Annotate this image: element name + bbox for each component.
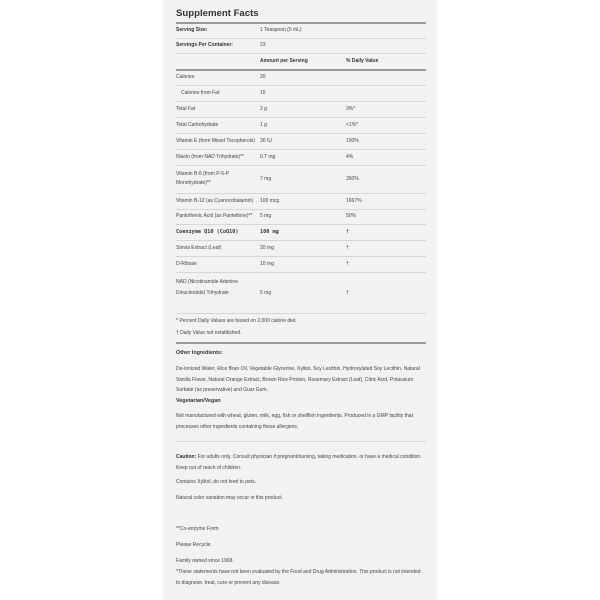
nutrient-dv: † (346, 261, 349, 267)
nutrient-amount: 5 mg (260, 290, 272, 296)
nutrient-name: Vitamin E (from Mixed Tocopherols) (176, 138, 256, 144)
nutrient-amount: 10 mg (260, 261, 274, 267)
row-divider (176, 313, 426, 314)
nutrient-name: NAD (Nicotinamide Adenine Dinucleotide) Trihydrate (176, 279, 238, 296)
row-divider (176, 256, 426, 257)
row-divider (176, 101, 426, 102)
caution-text: For adults only. Consult physician if pregnant/nursing, taking medication, or have a medical condition. Keep out of reach of children. (176, 454, 422, 471)
note: Contains Xylitol, do not feed to pets. (176, 479, 257, 485)
other-ingredients-text: De-Ionized Water, Rice Bran Oil, Vegetable Glycerine, Xylitol, Soy Lecithin, Hydroxylated Soy Lecithin, Natural Vanilla Flavor, Natural Orange Extract, Brown Rice Protein, Rosemary Extract (Leaf), Citric Acid, Potassium Sorbate (as preservative) and Guar Gum. (176, 366, 420, 393)
nutrient-amount: 1 g (260, 122, 267, 128)
nutrient-amount: 7 mg (260, 176, 272, 182)
nutrient-name: Vitamin B-12 (as Cyanocobalamin) (176, 198, 254, 204)
nutrient-name: Total Fat (176, 106, 196, 112)
row-divider (176, 224, 426, 225)
note: Natural color variation may occur in this product. (176, 495, 283, 501)
nutrient-amount: 100 mg (260, 229, 279, 235)
nutrient-amount: 20 (260, 74, 266, 80)
row-divider (176, 272, 426, 273)
row-divider (176, 117, 426, 118)
row-divider (176, 133, 426, 134)
amount-column-header: Amount per Serving (260, 58, 308, 64)
section-divider (176, 342, 426, 344)
nutrient-name: D-Ribose (176, 261, 197, 267)
nutrient-dv: † (346, 229, 349, 235)
nutrient-amount: 20 mg (260, 245, 274, 251)
servings-per-container-value: 23 (260, 42, 266, 48)
nutrient-name: Stevia Extract (Leaf) (176, 245, 222, 251)
header-divider (176, 69, 426, 71)
supplement-facts-panel (163, 0, 437, 600)
nutrient-amount: 100 mcg (260, 198, 280, 204)
nutrient-dv: 100% (346, 138, 359, 144)
row-divider (176, 193, 426, 194)
other-ingredients-heading: Other Ingredients: (176, 350, 223, 356)
nutrient-row (176, 170, 426, 192)
nutrient-dv: † (346, 290, 349, 296)
nutrient-amount: 0.7 mg (260, 154, 276, 160)
nutrient-row (176, 277, 426, 311)
nutrient-amount: 2 g (260, 106, 267, 112)
nutrient-dv: <1%* (346, 122, 359, 128)
nutrient-name: Coenzyme Q10 (CoQ10) (176, 229, 239, 235)
nutrient-dv: 3%* (346, 106, 356, 112)
servings-per-container-label: Servings Per Container: (176, 42, 233, 48)
bottom-note: **Co-enzyme Form (176, 526, 219, 532)
bottom-note: Please Recycle. (176, 542, 212, 548)
nutrient-amount: 30 IU (260, 138, 272, 144)
row-divider (176, 165, 426, 166)
row-divider (176, 53, 426, 54)
caution-label: Caution: (176, 454, 197, 460)
nutrient-dv: 4% (346, 154, 354, 160)
section-divider (176, 441, 426, 442)
row-divider (176, 149, 426, 150)
nutrient-dv: 1667% (346, 198, 362, 204)
vegetarian-text: Not manufactured with wheat, gluten, milk, egg, fish or shellfish ingredients. Produced in a GMP facility that processes other ingredients containing these allergens. (176, 413, 413, 430)
serving-size-label: Serving Size: (176, 27, 208, 33)
nutrient-dv: 350% (346, 176, 359, 182)
nutrient-name: Total Carbohydrate (176, 122, 219, 128)
nutrient-dv: † (346, 245, 349, 251)
panel-title: Supplement Facts (176, 8, 259, 19)
nutrient-name: Calories from Fat (181, 90, 220, 96)
nutrient-amount: 5 mg (260, 213, 272, 219)
nutrient-name: Niacin (from NAD Trihydrate)** (176, 154, 245, 160)
footnote: * Percent Daily Values are based on 2,000 calorie diet. (176, 318, 297, 324)
title-divider (176, 22, 426, 24)
nutrient-name: Calories (176, 74, 195, 80)
disclaimer: *These statements have not been evaluated by the Food and Drug Administration. This product is not intended to diagnose, treat, cure or prevent any disease. (176, 569, 421, 586)
caution-paragraph (176, 452, 426, 473)
dv-column-header: % Daily Value (346, 58, 379, 64)
serving-size-value: 1 Teaspoon (5 mL) (260, 27, 302, 33)
row-divider (176, 85, 426, 86)
nutrient-name: Pantothenic Acid (as Pantethine)** (176, 213, 253, 219)
vegetarian-heading: Vegetarian/Vegan (176, 398, 221, 404)
row-divider (176, 209, 426, 210)
row-divider (176, 38, 426, 39)
bottom-note: Family owned since 1968. (176, 558, 234, 564)
nutrient-name: Vitamin B-6 (from P-5-P Monohydrate)** (176, 171, 229, 186)
nutrient-dv: 50% (346, 213, 357, 219)
footnote: † Daily Value not established. (176, 330, 242, 336)
nutrient-amount: 15 (260, 90, 266, 96)
row-divider (176, 240, 426, 241)
